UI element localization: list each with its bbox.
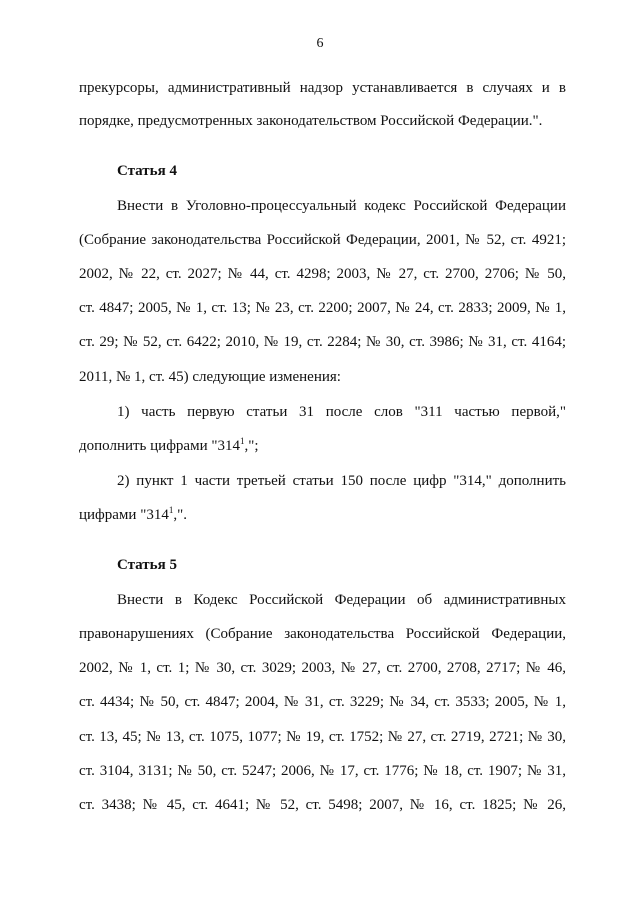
text-line: правонарушениях (Собрание законодательства Российской Федерации, (79, 626, 566, 642)
article-4-heading: Статья 4 (117, 163, 177, 179)
text-line: ст. 4434; № 50, ст. 4847; 2004, № 31, ст. 3229; № 34, ст. 3533; 2005, № 1, (79, 694, 566, 710)
text-line: 2002, № 22, ст. 2027; № 44, ст. 4298; 2003, № 27, ст. 2700, 2706; № 50, (79, 266, 566, 282)
text-line: 2002, № 1, ст. 1; № 30, ст. 3029; 2003, № 27, ст. 2700, 2708, 2717; № 46, (79, 660, 566, 676)
text-line: дополнить цифрами "$314^1$,"; (79, 436, 259, 454)
text-line: Внести в Уголовно-процессуальный кодекс Российской Федерации (117, 198, 566, 214)
text-line: ст. 3438; № 45, ст. 4641; № 52, ст. 5498; 2007, № 16, ст. 1825; № 26, (79, 797, 566, 813)
text-line: прекурсоры, административный надзор устанавливается в случаях и в (79, 80, 566, 96)
text-line: порядке, предусмотренных законодательством Российской Федерации.". (79, 113, 543, 129)
text-line: 2011, № 1, ст. 45) следующие изменения: (79, 369, 341, 385)
text-line: цифрами "$314^1$,". (79, 505, 187, 523)
text-line: ст. 13, 45; № 13, ст. 1075, 1077; № 19, ст. 1752; № 27, ст. 2719, 2721; № 30, (79, 729, 566, 745)
article-5-heading: Статья 5 (117, 557, 177, 573)
list-item-2: 2) пункт 1 части третьей статьи 150 после цифр "314," дополнить (117, 473, 566, 489)
text-line: Внести в Кодекс Российской Федерации об административных (117, 592, 566, 608)
page-number: 6 (316, 36, 324, 51)
text-line: (Собрание законодательства Российской Федерации, 2001, № 52, ст. 4921; (79, 232, 566, 248)
text-line: ст. 4847; 2005, № 1, ст. 13; № 23, ст. 2200; 2007, № 24, ст. 2833; 2009, № 1, (79, 300, 566, 316)
text-line: ст. 29; № 52, ст. 6422; 2010, № 19, ст. 2284; № 30, ст. 3986; № 31, ст. 4164; (79, 334, 566, 350)
list-item-1: 1) часть первую статьи 31 после слов "311 частью первой," (117, 404, 566, 420)
text-line: ст. 3104, 3131; № 50, ст. 5247; 2006, № 17, ст. 1776; № 18, ст. 1907; № 31, (79, 763, 566, 779)
